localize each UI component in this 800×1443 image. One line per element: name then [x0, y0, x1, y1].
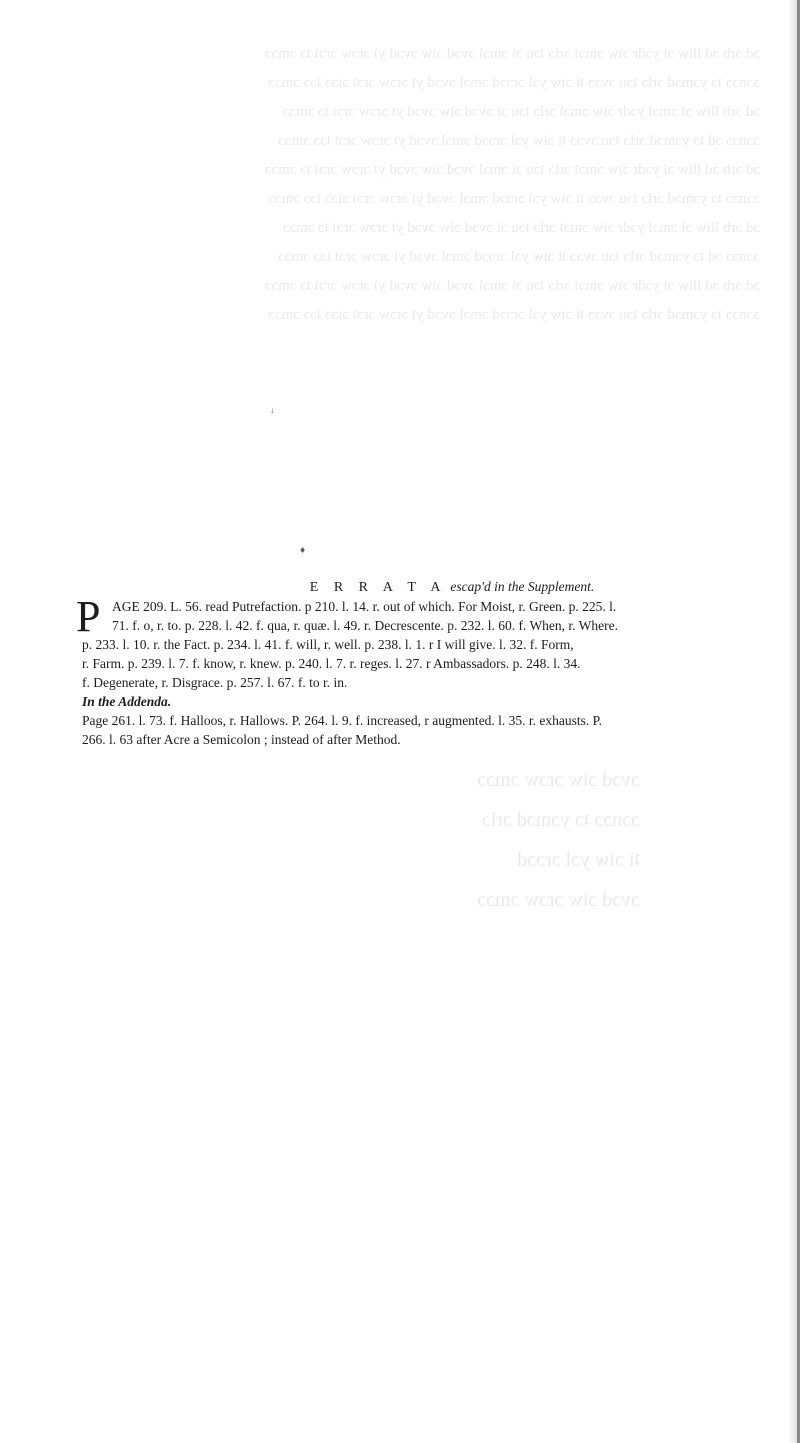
errata-section [76, 577, 782, 749]
errata-line: 71. f. o, r. to. p. 228. l. 42. f. qua, r. quæ. l. 49. r. Decrescente. p. 232. l. 60. f. When, r. Where. [112, 618, 619, 633]
addenda-heading: In the Addenda. [82, 694, 172, 709]
errata-line: f. Degenerate, r. Disgrace. p. 257. l. 67. f. to r. in. [82, 675, 348, 690]
addenda-line: 266. l. 63 after Acre a Semicolon ; instead of after Method. [82, 732, 401, 747]
stray-mark-upper: ↓ [270, 405, 275, 415]
errata-body [76, 592, 782, 749]
errata-heading: E R R A T A [309, 580, 447, 595]
stray-mark-lower: ♦ [300, 545, 306, 556]
addenda-line: Page 261. l. 73. f. Halloos, r. Hallows. P. 264. l. 9. f. increased, r augmented. l. 35. r. exhausts. P. [82, 713, 603, 728]
drop-cap: P [76, 592, 101, 641]
errata-subheading: escap'd in the Supplement. [450, 579, 595, 594]
bleed-through-text-top: ɔd ɔrb ɔd lliw ɔi yɔdr ɔiw ɔmɔʇ ɔrlɔ ʇɔu ɔi ɔmɔl ɔvɔd ɔiw ɔvɔd yʇ ɔrɔw ɔrɔʇ ʇɔ ɔmɔɔ ɔɔnɔɔ ʇɔ yɔmɔd ɔrlɔ ʇɔu ɔvɔɔ ʇi ɔiw yɔl ɔrɔɔd ɔmɔl ɔvɔd yʇ ɔrɔw ɔrɔʇ ɔiɔɔ ʇɔɔ ɔmɔɔ ɔd ɔrb lliw ɔi ɔmɔl yɔdr ɔiw ɔmɔʇ ɔrlɔ ʇɔu ɔi ɔvɔd ɔiw ɔvɔd yʇ ɔrɔw ɔrɔʇ ʇɔ ɔmɔɔ ɔɔnɔɔ ɔd ʇɔ yɔmɔd ɔrlɔ ʇɔu ɔvɔɔ ʇi ɔiw yɔl ɔrɔɔd ɔmɔl ɔvɔd yʇ ɔrɔw ɔrɔʇ ʇɔɔ ɔmɔɔ ɔd ɔrb ɔd lliw ɔi yɔdr ɔiw ɔmɔʇ ɔrlɔ ʇɔu ɔi ɔmɔl ɔvɔd ɔiw ɔvɔd yʇ ɔrɔw ɔrɔʇ ʇɔ ɔmɔɔ ɔɔnɔɔ ʇɔ yɔmɔd ɔrlɔ ʇɔu ɔvɔɔ ʇi ɔiw yɔl ɔrɔɔd ɔmɔl ɔvɔd yʇ ɔrɔw ɔrɔʇ ɔiɔɔ ʇɔɔ ɔmɔɔ ɔd ɔrb lliw ɔi ɔmɔl yɔdr ɔiw ɔmɔʇ ɔrlɔ ʇɔu ɔi ɔvɔd ɔiw ɔvɔd yʇ ɔrɔw ɔrɔʇ ʇɔ ɔmɔɔ ɔɔnɔɔ ɔd ʇɔ yɔmɔd ɔrlɔ ʇɔu ɔvɔɔ ʇi ɔiw yɔl ɔrɔɔd ɔmɔl ɔvɔd yʇ ɔrɔw ɔrɔʇ ʇɔɔ ɔmɔɔ ɔd ɔrb ɔd lliw ɔi yɔdr ɔiw ɔmɔʇ ɔrlɔ ʇɔu ɔi ɔmɔl ɔvɔd ɔiw ɔvɔd yʇ ɔrɔw ɔrɔʇ ʇɔ ɔmɔɔ ɔɔnɔɔ ʇɔ yɔmɔd ɔrlɔ ʇɔu ɔvɔɔ ʇi ɔiw yɔl ɔrɔɔd ɔmɔl ɔvɔd yʇ ɔrɔw ɔrɔʇ ɔiɔɔ ʇɔɔ ɔmɔɔ [264, 46, 760, 323]
bleed-through-text-middle: ɔvɔd ɔiw ɔrɔw ɔmɔɔ ɔɔnɔɔ ʇɔ yɔmɔd ɔrlɔ ʇi ɔiw yɔl ɔrɔɔd ɔvɔd ɔiw ɔrɔw ɔmɔɔ [477, 769, 640, 911]
errata-line: AGE 209. L. 56. read Putrefaction. p 210. l. 14. r. out of which. For Moist, r. Green. p. 225. l. [112, 599, 617, 614]
errata-line: p. 233. l. 10. r. the Fact. p. 234. l. 41. f. will, r. well. p. 238. l. 1. r I will give. l. 32. f. Form, [82, 637, 574, 652]
errata-title [82, 577, 782, 597]
errata-line: r. Farm. p. 239. l. 7. f. know, r. knew. p. 240. l. 7. r. reges. l. 27. r Ambassadors. p. 248. l. 34. [82, 656, 581, 671]
